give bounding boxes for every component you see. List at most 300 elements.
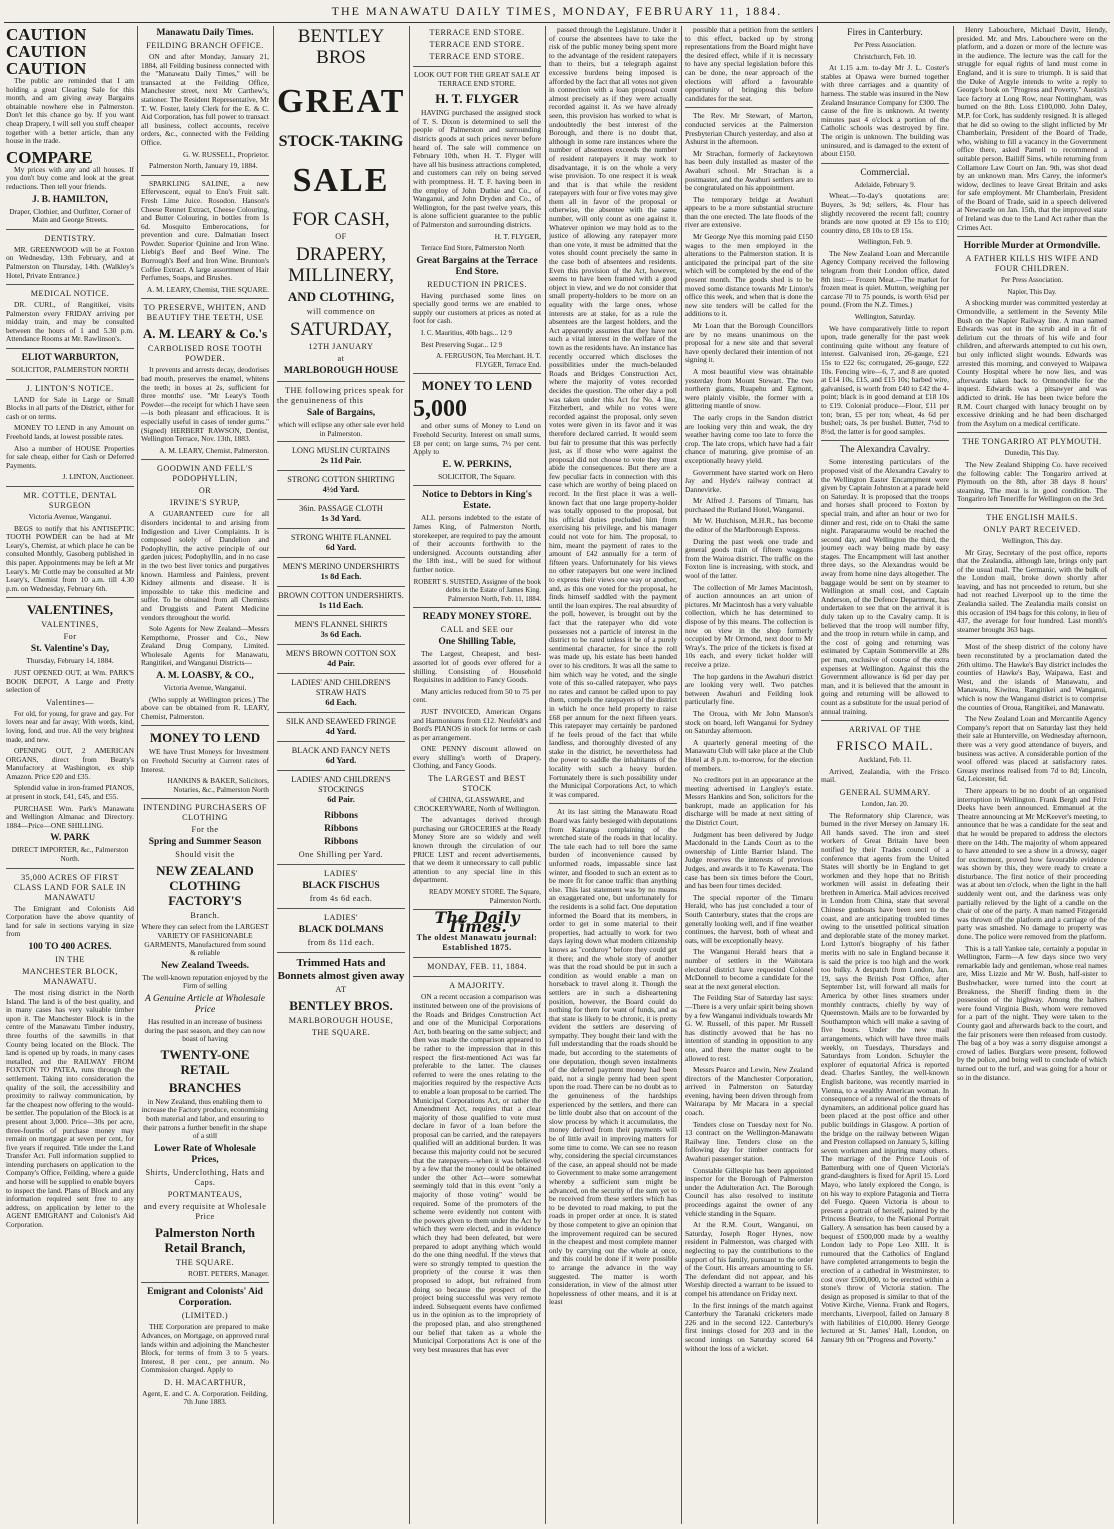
money-signature: HANKINS & BAKER, Solicitors, Notaries, &c., Palmerston North (167, 776, 269, 794)
column-rule (273, 26, 274, 1524)
local-news-2: The Rev. Mr Stewart, of Marton, conducted services at the Palmerston Presbyterian Church yesterday, and also at Ashurst in the afternoon. (685, 111, 813, 147)
invoiced-text: JUST INVOICED, American Organs and Harmoniums from £12. Neufeldt's and Bord's PIANOS in stock for terms or cash as per arrangement. (413, 706, 541, 742)
local-news-4: The temporary bridge at Awahuri appears to be a more substantial structure than the one erected. The late floods of the river are extensive. (685, 194, 813, 230)
fires-heading: Fires in Canterbury. (847, 28, 923, 38)
sale-item-price: 6d Each. (325, 698, 357, 708)
fires-location: Christchurch, Feb. 10. (853, 52, 917, 61)
sale-item (277, 557, 405, 586)
sale-item-name: STRONG COTTON SHIRTING (287, 475, 395, 485)
sale-item-price: 4d Yard. (325, 727, 357, 737)
local-news-12: During the past week one trade and general goods train of fifteen waggons from the Wairoa district. The traffic on the Foxton line is increasing, with stock, and wool of the latter. (685, 536, 813, 581)
local-news-11: Mr W. Hutchison, M.H.R., has become the editor of the Marlborough Express. (685, 516, 813, 535)
genuine-text: Has resulted in an increase of business during the past season, and they can now boast of having (144, 1016, 266, 1044)
dolmans-price: from 8s 11d each. (307, 938, 375, 948)
terrace-2: TERRACE END STORE. (429, 40, 525, 49)
oldest-journal: The oldest Manawatu journal: Established 1875. (416, 933, 538, 953)
irvine-heading: IRVINE'S SYRUP, (169, 498, 241, 508)
divider (277, 381, 405, 382)
at-text: at (337, 354, 345, 363)
divider (6, 379, 134, 380)
sale-heading: SALE (292, 162, 390, 199)
palmerston-branch-heading: Palmerston North Retail Branch, (154, 1224, 255, 1255)
sale-item-price: 4d Pair. (327, 659, 355, 669)
articles-text: Many articles reduced from 50 to 75 per cent. (413, 686, 541, 705)
sale-item (277, 528, 405, 557)
english-mails-sub: ONLY PART RECEIVED. (983, 524, 1081, 534)
wpark-sub: DIRECT IMPORTER, &c., Palmerston North. (11, 845, 129, 864)
flyger-heading: H. T. FLYGER (435, 91, 519, 107)
trimmed-heading: Trimmed Hats and Bonnets almost given away (277, 957, 405, 983)
macarthur-name: D. H. MACARTHUR, (164, 1377, 246, 1387)
teeth-heading: TO PRESERVE, WHITEN, AND BEAUTIFY THE TEETH, USE (143, 303, 267, 323)
sale-item-name: 36in. PASSAGE CLOTH (299, 504, 383, 514)
square-text: THE SQUARE. (175, 1257, 235, 1267)
stock-taking-heading: STOCK-TAKING (278, 133, 404, 150)
sale-item-price: 6d Yard. (325, 543, 357, 553)
commercial-location-2: Wellington, Feb. 9. (858, 238, 912, 247)
largest-text: of CHINA, GLASSWARE, and CROCKERYWARE, North of Wellington. (414, 795, 540, 813)
caution-heading-3: CAUTION (6, 59, 87, 78)
sale-items-list (277, 441, 405, 809)
divider (413, 485, 541, 486)
square-footer: THE SQUARE. (311, 1028, 371, 1038)
murder-sub: A FATHER KILLS HIS WIFE AND FOUR CHILDREN. (965, 254, 1099, 274)
article-text-2: At its last sitting the Manawatu Road Board was fairly besieged with deputations from Kairanga complaining of the wretched state of the roads in that locality. The tale each had to tell bore the same burden of inconvenience caused by unformed roads, impassable since last winter, and flooded to such an extent as to be more fit for canoe traffic than anything else. This last statement was by no means an exaggerated one, but unfortunately for the residents is a solid fact. One deputation informed the Board that its members, in order to get in some material to their properties, had actually to work for two days laying down what modern citizenship knows as "corduroy" before they could get it there; and the whole story of another was that the road should be put in such a condition as would enable a man on horseback to travel along it. Though the settlers are in such a disheartening position, however, the Board could do nothing for them for want of funds, and as that state is likely to be chronic, it is pretty evident the settlers are deserving of sympathy. They bought their land with the full understanding that the roads should be made, but according to the statements of one deputation, though seven instalments of the deferred payment money had been paid, not a single penny had been spent upon the road. There can be no doubt as to the genuineness of the hardships experienced by the settlers, and there can be little doubt also that on account of the slow process by which it accumulates, the money derived from their payments will be of little avail in improving matters for some time to come. We can see no reason why, considering the special circumstances of the case, an appeal should not be made to Government to make some arrangement whereby a sufficient sum might be advanced, on the security of the sum yet to be received from these settlers which has to be devoted to road making, to put the roads in proper order at once. It is stated by those competent to give an opinion that the improvement required can be secured in the cheapest and most complete manner only by carrying out the whole at once, and this could be done if it were possible to arrange the advance in the way suggested. The matter is worth consideration, in view of the almost utter hopelessness of other means, and it is at least (549, 807, 677, 1307)
divider (6, 284, 134, 285)
divider (549, 803, 677, 804)
sale-item-price: 2s 11d Pair. (320, 456, 362, 466)
advantages-text: The advantages derived through purchasing our GROCERIES at the Ready Money Store are so widely and well known through the circulation of our PRICE LIST and recent advertisements, that we deem it unnecessary to call public attention to any special line in this department. (413, 815, 541, 885)
sale-item-name: STRONG WHITE FLANNEL (290, 533, 392, 543)
debtors-heading: Notice to Debtors in King's Estate. (422, 490, 532, 512)
shilling-table-text: The Largest, Cheapest, and best-assorted lot of goods ever offered for a shilling. Consisting of Household Requisites in addition to Fancy Goods. (413, 649, 541, 685)
local-news-19: The special reporter of the Timaru Herald, who has just concluded a tour of South Canterbury, states that the crops are generally looking well, and if fine weather continues, the harvest, both of wheat and oats, will be exceptionally heavy. (685, 892, 813, 945)
tongariro-text: The New Zealand Shipping Co. have received the following cable: The Tongariro arrived at Plymouth on the 8th, after 38 days 8 hours' steaming. The meat is in good condition. The Tongariro left Teneriffe for Wellington on the 3rd. (957, 459, 1107, 504)
limited-text: (LIMITED.) (181, 1311, 229, 1321)
hamilton-name: J. B. HAMILTON, (32, 194, 108, 205)
twenty-heading: TWENTY-ONE RETAIL (160, 1046, 250, 1077)
column-rule (545, 26, 546, 1524)
valentines-for: For (63, 632, 77, 642)
cavalry-text: Some interesting particulars of the proposed visit of the Alexandra Cavalry to the Wellington Easter Encampment were given by Captain Johnston at a parade held on Saturday. It is proposed that the troops and horses shall proceed to Foxton by special train, and after an hour or two for dinner and rest, ride on to Otaki the same night. Paraparaumu would be reached the second day, and Wellington the third, the journey each way being made by easy stages. The Encampment will last another three days, so the Alexandras would be away from home nine days altogether. The baggage would be sent on by steamer to Wellington at small cost, and Captain Anderson, of the Defence Department, has undertaken to see that on the arrival it is duly taken up to the Cavalry camp. It is believed that the troop will number fifty, and the troop in return while in camp, and the cost of going and returning was estimated by Captain Sommerville at 28s per man, exclusive of course of the extra expenses at Wellington. Against this the Government allowance is 6d per day per man, and it is believed that the amount in going and returning will be allowed to count as a substitute for the usual period of annual training. (821, 457, 949, 716)
emigrant-heading: Emigrant and Colonists' Aid Corporation. (147, 1287, 263, 1309)
branches-text: in New Zealand, thus enabling them to increase the Factory produce, economising both material and labor, and ensuring to their patrons a further benefit in the shape of a still (141, 1096, 269, 1141)
column-rule (953, 26, 954, 1524)
english-mails-heading: THE ENGLISH MAILS. (986, 512, 1078, 522)
acres-text-2: The most rising district in the North Island. The land is of the best quality, and in many cases has very valuable timber upon it. The Manchester Block is in the centre of the Manawatu Timber industry, three fourths of the sawmills in that County being located on the Block. The land is opened up by roads, in many cases metalled, and the RAILWAY FROM FOXTON TO PATEA, runs through the settlement. Taking into consideration the quality of the soil, the accessibility and proximity to railway communication, by far the cheapest now offering to the would-be settler. The population of the Block is at present about 3,000. Price—30s per acre, three-fourths of purchase money may remain on mortgage at seven per cent, for five years if required. Title under the Land Transfer Act. Full information supplied to intending purchasers on application to the Company's Office, Feilding, where a guide and horse will be supplied to enable buyers to inspect the land. Plans of Block and any information required sent free to any address, on application by letter to the AGENT EMIGRANT and Colonist's Aid Corporation. (6, 988, 134, 1230)
murder-per-press: Per Press Association. (1000, 276, 1064, 285)
money-lend-text: and other sums of Money to Lend on Freehold Security. Interest on small sums, £8 per cent; on large sums, 7½ per cent. Apply to (413, 421, 541, 457)
commercial-heading: Commercial. (860, 167, 910, 178)
feilding-heading: FEILDING BRANCH OFFICE. (146, 41, 264, 50)
divider (141, 1282, 269, 1283)
dentistry-heading: DENTISTRY. (44, 233, 96, 243)
divider (957, 638, 1107, 639)
sale-item (277, 470, 405, 499)
local-news-10: Mr Alfred J. Parsons of Timaru, has purchased the Rutland Hotel, Wanganui. (685, 496, 813, 514)
bentley-heading: BENTLEY BROS (297, 26, 385, 68)
warburton-name: ELIOT WARBURTON, (21, 353, 119, 364)
column-7 (821, 26, 949, 1524)
terrace-3: TERRACE END STORE. (429, 52, 525, 61)
valentines-sub: VALENTINES, (41, 620, 99, 630)
for-the: For the (191, 825, 219, 835)
general-location: London, Jan. 20. (861, 799, 909, 808)
nz-clothing-heading: NEW ZEALAND CLOTHING FACTORY'S (156, 863, 254, 909)
money-to-lend-heading: MONEY TO LEND (421, 378, 533, 394)
warburton-sub: SOLICITOR, PALMERSTON NORTH (11, 365, 129, 375)
sale-item (277, 741, 405, 770)
divider (141, 798, 269, 799)
linton-signature: J. LINTON, Auctioneer. (62, 472, 134, 482)
local-news-9: Government have started work on Hero Jay and Hyde's railway contract at Dannevirke. (685, 467, 813, 494)
divider (6, 348, 134, 349)
tweeds-text: The well-known reputation enjoyed by the Firm of selling (142, 972, 268, 991)
reduction-heading: REDUCTION IN PRICES. (427, 279, 527, 289)
local-news-24: Constable Gillespie has been appointed inspector for the Borough of Palmerston under the Adulteration Act. The Borough Council has also resolved to institute proceedings against the owner of any vehicle standing in the Square. (685, 1165, 813, 1218)
cottle-sub: Victoria Avenue, Wanganui. (28, 512, 112, 521)
local-news-26: In the first innings of the match against Canterbury the Taranaki cricketers made 226 and in the second 122. Canterbury's first innings closed for 203 and in the second innings on Saturday scored 64 without the loss of a wicket. (685, 1300, 813, 1353)
news-item-3: The New Zealand Loan and Mercantile Agency Company's report that on Saturday last they held their sale at Hunterville, on Wednesday afternoon, there was a very good attendance of buyers, and business was active. A considerable portion of the wool offered was placed at satisfactory rates. Greasy merinos realised from 7d to 8d; Lincoln, 6d, Leicester, 6d. (957, 714, 1107, 784)
branch-text: Where they can select from the LARGEST VARIETY OF FASHIONABLE GARMENTS, Manufactured from sound & reliable (141, 922, 269, 958)
compare-heading: COMPARE (6, 147, 93, 167)
ribbons-1: Ribbons (324, 811, 358, 822)
divider (413, 957, 541, 958)
general-heading: GENERAL SUMMARY. (839, 787, 931, 797)
sale-item (277, 644, 405, 673)
caution-heading-1: CAUTION (6, 26, 87, 44)
frisco-text: Arrived, Zealandia, with the Frisco mail. (821, 766, 949, 785)
linton-text-3: Also a number of HOUSE Properties for sale cheap, either for Cash or Deferred Payments. (6, 443, 134, 470)
leary-sub: CARBOLISED ROSE TOOTH POWDER. (147, 344, 263, 364)
divider (141, 175, 269, 176)
linton-text-2: MONEY TO LEND in any Amount on Freehold lands, at lowest possible rates. (6, 423, 134, 442)
local-news-21: The Feilding Star of Saturday last says:—There is a very unfair spirit being shown by a few Wanganui individuals towards Mr G. W. Russell, of this paper. Mr Russell has distinctly avowed that he has no intention of standing in opposition to any one, and there the matter ought to be allowed to rest. (685, 993, 813, 1063)
terrace-bargains: Great Bargains at the Terrace End Store. (416, 255, 538, 277)
local-news-18: Judgment has been delivered by Judge Macdonald in the Lands Court as to the ownership of Little Barrier Island. The Judge reserves the interests of previous Judges, and awards it to Te Kawenata. The case has been six times before the Court, and has been four times decided. (685, 829, 813, 891)
majority-text: ON a recent occasion a comparison was instituted between one of the provisions of the Roads and Bridges Construction Act and one of the Municipal Corporations Act, both bearing on the same subject; and then was made the comparison appeared to be rather to the impression that in this respect the first-mentioned Act was far preferable to the latter. The clauses referred to were the ones relating to the majorities required by the respective Acts to enable a loan proposal to be carried. The Municipal Corporations Act, or rather the Amendment Act, requires that a clear majority of those qualified to vote must declare in favor of a loan before the proposal can be carried, and the ratepayers qualified will an additional burden. It was because this majority could not be secured that the ratepayers—when it was believed by a few that the money could be obtained under the other Act—were somewhat seemingly told that in this event "only a majority of those voting" would be required. Some of the promoters of the scheme were evidently not content with the powers given to them under the Act by which they were elected, and in evidence which they had been defeated, but were prepared to adopt anything which would do the one thing needful. If the views that were so strongly tempted to question the propriety of the course it was then proposed to adopt, but refrained from doing so because the prospect of the project being successful was very remote indeed. Subsequent events have confirmed us in the opinion as to the impropriety of the proposed plan, and also strengthened our belief that taken as a whole the Municipal Corporations Act is one of the very best measures that has ever (413, 992, 541, 1354)
peters-signature: ROBT. PETERS, Manager. (188, 1268, 269, 1278)
divider (6, 486, 134, 487)
at-2: AT (335, 985, 347, 995)
intending-heading: INTENDING PURCHASERS OF CLOTHING (143, 803, 267, 823)
divider (141, 725, 269, 726)
column-6 (685, 26, 813, 1524)
column-rule (409, 26, 410, 1524)
local-news-6: Mr Loan that the Borough Councillors are by no means unanimous on the proposal for a new site and that several have openly declared their intention of not signing it. (685, 321, 813, 365)
murder-location: Napier, This Day. (1007, 287, 1057, 296)
loasby-text: (Who supply at Wellington prices.) The above can be obtained from R. LEARY, Chemist, Palmerston. (141, 694, 269, 721)
following-text: THE following prices speak for the genuineness of this (277, 386, 404, 405)
local-news-16: A quarterly general meeting of the Manawatu Club will take place at the Club Hotel at 8 p.m. to-morrow, for the election of members. (685, 737, 813, 773)
tongariro-location: Dunedin, This Day. (1004, 449, 1060, 458)
shirts-text: Shirts, Underclothing, Hats and Caps. (145, 1167, 265, 1187)
murder-text: A shocking murder was committed yesterday at Ormondville, a settlement in the Seventy Mile Bush on the Napier Railway line. A man named Edwards was out in the scrub and in a fit of delirium cut the throats of his wife and four children, and afterwards attempted to cut his own, but only inflicted slight wounds. Edwards was arrested this morning, and conveyed to Waipawa County Hospital where he now lies, and was afterwards taken back to Ormondville for the inquest. Edwards was a pitsawyer and was addicted to drink. He has been twice before the R.M. Court charged with lunacy brought on by excessive drinking and he had been discharged from the Asylum on a medical certificate. (957, 298, 1107, 428)
tongariro-heading: THE TONGARIRO AT PLYMOUTH. (962, 437, 1102, 447)
sale-item-name: MEN'S FLANNEL SHIRTS (294, 620, 388, 630)
wpark-name: W. PARK (50, 833, 90, 844)
column-8 (957, 26, 1107, 1524)
sale-item-price: 3s 6d Each. (320, 630, 362, 640)
sale-item (277, 615, 405, 644)
branches-heading: BRANCHES (168, 1079, 242, 1095)
perkins-name: E. W. PERKINS, (442, 459, 512, 470)
column-4 (413, 26, 541, 1524)
article-text-1: passed through the Legislature. Under it of course the absentees have to take the risk of the public money being spent more to the advantage of the resident ratepayers than to theirs, but a telegraph against excessive burdens being imposed is afforded by the fact that all votes not given in connection with a loan proposal count almost precisely as if they were actually recorded against it. As we have already seen, this provision has worked to what is undoubtedly the best interest of the Borough, and there is no doubt that, although in some rare instances where the number of absentees exceeds the number of resident ratepayers it may work to disadvantage, it is on the whole a very wise provision. To one respect it is weak and that is that while the resident ratepayers with four or five votes may give them all in favor of the proposal or otherwise, the absentee with the same number, will only count as one against it. Whatever opinion we may hold as to the justice of allowing any ratepayer more than one vote, it must be admitted that the votes should count precisely the same in the case both of absentees and residents. Even this provision of the Act, however, seems to have been framed with a good object in view, and we do not consider that small property-holders to be more on an equality with the large ones, whose interests are at stake, for as a rule the absentees are the largest holders, and the Act apparently assumes that they have not such a vital interest in the welfare of the town as the residents have. An instance has recently occurred which discloses the possibilities under the much-belauded Roads and Bridges Construction Act, where the majority of votes recorded decides the question. The other day a poll was taken under this Act for No. 4 line, Fitzherbert, and while no votes were recorded against the proposal, only seven votes were given in its favor and it was therefore declared carried. It would seem but fair to presume that this was perfectly just, as if those who were against the proposal did not choose to vote they must abide the consequences. But there are a few peculiar facts in connection with this case which are worthy of being placed on record. In the first place it was a well-known fact that one large property-holder was totally opposed to the proposal, but his official duties precluded him from exercising his privilege, and his manager could not vote for him. The proposal, to him, meant the payment of rates to the amount of £42 annually for a term of fifteen years. Unfortunately for his views no other ratepayers but one were inclined to express their views one way or another, and, as this one voted for the proposal, he finds himself saddled with the payment until the loan expires. The real absurdity of the poll, however, is brought out by the fact that the ratepayer who did vote possesses not a particle of interest in the district to be rated unless it be of a purely sentimental character, for since the roll was made up, his estate has been handed over to his creditors. It was all the same to him which way he voted, and the single vote of this so-called ratepayer, who pays no rates and cannot be called upon to pay them, compels the ratepayers of the district in which he once held property to raise £68 per annum for the next fifteen years. This ratepayer may certainly be pardoned if he feels proud of the fact that while landless, and thoroughly divested of any stake in the district, he nevertheless had the power to saddle the inhabitants of the locality with such a heavy burden. Fortunately there is such possibility under the Municipal Corporations Act, to which it was compared. (549, 26, 677, 799)
bargains-heading: Sale of Bargains, (306, 408, 376, 418)
local-news-1: possible that a petition from the settlers to this effect, backed up by strong representations from the Board might have the desired effect, while if it is necessary to have any special legislation before this can be done, the near approach of the elections will afford a favourable opportunity of bringing this before candidates for the seat. (685, 26, 813, 103)
frisco-location: Auckland, Feb. 11. (858, 756, 912, 765)
divider (413, 373, 541, 374)
sale-item-price: 1s 8d Each. (320, 572, 362, 582)
issue-date: MONDAY, FEB. 11, 1884. (427, 962, 527, 972)
visit-text: Should visit the (175, 850, 235, 860)
cavalry-heading: The Alexandra Cavalry. (839, 445, 931, 456)
acres-in: IN THE (55, 955, 85, 964)
ladies-1: LADIES' (323, 869, 359, 879)
debtors-signature: ROBERT S. SUISTED, Assignee of the book debts in the Estate of James King. Palmerston North, Feb. 11, 1884. (413, 577, 541, 603)
divider (277, 952, 405, 953)
english-text: Mr Gray, Secretary of the post office, reports that the Zealandia, although late, brings only part of the usual mail. The Germanic, with the bulk of the London mail, broke down shortly after leaving, and has not proceeded to return, but she had not reached Liverpool up to the time the Zealandia sailed. The Zealandia mails consist on this occasion of 194 bags for this colony, in lieu of 437, the average for four hundred. Last month's steamer brought 363 bags. (957, 547, 1107, 634)
acres-block: MANCHESTER BLOCK, MANAWATU. (22, 967, 118, 986)
feilding-text: ON and after Monday, January 21, 1884, all Feilding business connected with the "Manawatu Daily Times," will be transacted at the Feilding Office, Manchester street, next Mr Carthew's, stationer. The Resident Representative, Mr T. W. Foster, lately Clerk for the E. & C. Aid Corporation, has full power to transact all business, collect accounts, receive orders, &c., connected with the Feilding Office. (141, 52, 269, 147)
flyger-text: HAVING purchased the assigned stock of T. S. Dixon is determined to sell the people of Palmerston and surrounding districts goods at such prices never before heard of. The sale will commence on February 10th, when H. T. Flyger will have all his business attractions completed, and customers can rely on being served with promptness. H. T. F. having been in the employ of John Duthie and Co., of Wanganui, and John Dryden and Co., of Wellington, for the past twelve years, this is alone sufficient guarantee to the public of Palmerston and surrounding districts. (413, 108, 541, 229)
commence-text: will commence on (306, 307, 376, 316)
sale-item (277, 586, 405, 615)
dolmans-heading: BLACK DOLMANS (298, 925, 384, 936)
terrace-1: TERRACE END STORE. (429, 28, 525, 37)
great-heading: GREAT (277, 83, 405, 120)
price-line-2: Best Preserving Sugar... 12 9 (421, 340, 503, 349)
leary-heading: A. M. LEARY & Co.'s (142, 326, 268, 342)
fischus-price: from 4s 6d each. (309, 894, 373, 904)
majority-heading: A MAJORITY. (449, 981, 505, 991)
leary-text: It prevents and arrests decay, deodorises bad mouth, preserves the enamel, whitens the teeth; in boxes at 2s, sufficient for three months' use. "Mr Leary's Tooth Powder—the receipt for which I have seen—is both pleasant and efficacious. It is especially useful in cases of tender gums." (Signed) HERBERT RAWSON, Dentist, Wellington Terrace, Nov. 13th, 1883. (141, 365, 269, 444)
shilling-text: One Shilling per Yard. (298, 850, 384, 860)
flyger-signature: H. T. FLYGER, (494, 231, 541, 241)
local-news-3: Mr Strachan, formerly of Jackeytown has been duly installed as master of the Awahuri school. Mr Strachan is a postmaster, and the Awahuri settlers are to be congratulated on his appointment. (685, 148, 813, 193)
divider (277, 908, 405, 909)
acres-text: The Emigrant and Colonists Aid Corporation have the above quantity of land for sale in sections varying in size from (6, 903, 134, 939)
medical-text: DR. CURL, of Rangitikei, visits Palmerston every FRIDAY arriving per midday train, and may be consulted between the hours of 1 and 5.30 p.m. Attendance Rooms at Mr. Rawlinson's. (6, 300, 134, 344)
genuine-heading: A Genuine Article at Wholesale Price (145, 993, 265, 1015)
commercial-text-2: The New Zealand Loan and Mercantile Agency Company received the following telegram from their London office, dated 8th inst:— Frozen Meat.—The market for frozen meat is quiet. Mutton, weighing per carcase 70 to 75 pounds, is worth 6¼d per pound. (From the N.Z. Times.) (821, 248, 949, 310)
local-news-23: Tenders close on Tuesday next for No. 13 contract on the Wellington-Manawatu Railway line. Tenders close on the following day for timber contracts for Awahuri passenger station. (685, 1119, 813, 1164)
tweeds-heading: New Zealand Tweeds. (160, 960, 250, 971)
sale-item-name: BLACK AND FANCY NETS (291, 746, 391, 756)
english-location: Wellington, This day. (1002, 536, 1062, 545)
sale-item-price: 1s 3d Yard. (321, 514, 361, 524)
sale-item (277, 770, 405, 809)
medical-heading: MEDICAL NOTICE. (30, 289, 110, 299)
callsee-text: CALL and SEE our (440, 625, 514, 635)
irvine-text: A GUARANTEED cure for all disorders incidental to and arising from Indigestion and Liver Complaints. It is composed solely of Dandelion and Podophyllin, the active principle of our garden juices; Podophyllin, and in no case in the two best liver tonics and purgatives known. Harmless and Painless, prevent Kidney ailments and disease. It is impossible to take this medicine and suffer. To be obtained from all Chemists and Druggists and Patent Medicine vendors throughout the world. (141, 509, 269, 622)
sale-item-price: 1s 11d Each. (318, 601, 364, 611)
sale-item-price: 6d Pair. (327, 795, 355, 805)
linton-text-1: LAND for Sale in Large or Small Blocks in all parts of the District, either for cash or on terms. (6, 394, 134, 421)
mdt-heading: Manawatu Daily Times. (156, 28, 254, 38)
daily-times-title: The Daily Times. (434, 908, 520, 936)
divider (957, 432, 1107, 433)
reduction-text: Having purchased some lines on specially good terms we are enabled to supply our customers at prices as noted at foot for cash. (413, 290, 541, 326)
money-heading: MONEY TO LEND (149, 730, 261, 746)
column-1 (6, 26, 134, 1524)
divider (821, 440, 949, 441)
leary-signature: A. M. LEARY, Chemist, Palmerston. (159, 445, 269, 455)
marlborough-heading: MARLBOROUGH HOUSE (283, 366, 399, 376)
divider (277, 864, 405, 865)
local-news-22: Messrs Pearce and Lewin, New Zealand directors of the Manchester Corporation, arrived in Palmerston on Saturday evening, having been driven through from Wairarapa by Mr Macara in a special coach. (685, 1065, 813, 1118)
fires-per-press: Per Press Association. (853, 41, 917, 49)
fires-text: At 1.15 a.m. to-day Mr J. L. Coster's stables at Opawa were burned together with three carriages and a quantity of harness. The stable was insured in the New Zealand Insurance Company for £300. The cause of the fire is unknown. At twenty minutes past 4 o'clock a portion of the Catholic schools was destroyed by fire. The origin is unknown. The building was uninsured, and is damaged to the extent of about £150. (821, 63, 949, 159)
dentistry-text: MR. GREENWOOD will be at Foxton on Wednesday, 13th February, and at Palmerston on Thursday, 14th. (Walkley's Hotel, Private Entrance.) (6, 244, 134, 280)
of-text: OF (335, 232, 347, 241)
divider (957, 508, 1107, 509)
requisite-text: and every requisite at Wholesale Price (143, 1201, 267, 1221)
pianos-text: Splendid value in iron-framed PIANOS, at present in stock, £41, £45, and £55. (6, 783, 134, 802)
divider (821, 720, 949, 721)
divider (413, 976, 541, 977)
divider (413, 607, 541, 608)
ready-money-heading: READY MONEY STORE. (422, 612, 532, 623)
caution-text: The public are reminded that I am holding a great Clearing Sale for this month, and am giving away Bargains obtainable nowhere else in Palmerston. Don't let this chance go by. If you want cheap Drapery, I will sell you stuff cheaper together with a better article, than any house in the trade. (6, 76, 134, 146)
st-valentines-date: Thursday, February 14, 1884. (26, 656, 114, 666)
murder-heading: Horrible Murder at Ormondville. (963, 241, 1101, 252)
saturday-heading: SATURDAY, (290, 319, 392, 340)
local-news-17: No creditors put in an appearance at the meeting advertised in Langley's estate. Messrs Hankins and Son, solicitors for the bankrupt, made an application for his discharge will be made at next sitting of the District Court. (685, 775, 813, 828)
summary-continued: Henry Labouchere, Michael Davitt, Hendy, presided. Mr. and Mrs. Labouchere were on the platform, and a dozen or more of the lecture was in the audience. The lecture was the call for the struggle for equal rights of land must come in England, and it is sure to triumph. It is said that the Duke of Argyle intends to write a reply to George's book on "Progress and Poverty." Austin's lace factory at Long Row, near Nottingham, was burned on the 8th. Loss £100,000. John Daley, M.P. for Cork, has suddenly resigned. It is alleged that he did so owing to the slight inflicted by Mr Chamberlain, President of the Board of Trade, who, wishing to fill a vacancy in the Government office there, asked Parnell to recommend a suitable person. Bailiff Sims, while returning from Collamore Law Court on Jan. 9th, was shot dead by an unknown man. Mrs Carey, the informer's widow, declines to leave Great Britain and asks for safe employment. Mr Chamberlain, President of the Board of Trade, said in a speech delivered at Newcastle on Jan. 15th, that the improved state of Ireland was due to the Land Act rather than the Crimes Act. (957, 26, 1107, 232)
macarthur-sub: Agent, E. and C. A. Corporation. Feilding, 7th June 1883. (142, 1388, 268, 1407)
sale-item-price: 4½d Yard. (322, 485, 360, 495)
local-news-5: Mr George Nye this morning paid £150 wages to the men employed in the alterations to the Palmerston station. It is anticipated the principal part of the site which will be completed by the end of the present month. The goods shed is to be moved some distance towards Mr Linton's office this week, and when that is done the new site tenders will be called for the additions to it. (685, 232, 813, 319)
money-text: WE have Trust Moneys for Investment on Freehold Security at Current rates of Interest. (141, 747, 269, 774)
column-3 (277, 26, 405, 1524)
sale-item (277, 499, 405, 528)
loasby-heading: A. M. LOASBY, & CO., (156, 671, 254, 682)
valentines-heading: VALENTINES, (26, 602, 114, 618)
branch-heading: Branch. (190, 911, 220, 921)
flyger-signature-2: Terrace End Store, Palmerston North (421, 244, 525, 253)
frisco-arrival: ARRIVAL OF THE (848, 725, 922, 735)
column-rule (681, 26, 682, 1524)
park-valentines: Valentines— (46, 697, 94, 707)
divider (6, 597, 134, 598)
sale-item-name: BROWN COTTON UNDERSHIRTS. (278, 591, 404, 601)
ladies-2: LADIES' (323, 913, 359, 923)
hamilton-text: Draper, Clothier, and Outfitter, Corner of Main and George Streets. (9, 206, 131, 225)
season-heading: Spring and Summer Season (148, 837, 262, 848)
ferguson-signature: A. FERGUSON, Tea Merchant. H. T. FLYGER, Terrace End. (436, 352, 541, 369)
sale-item (277, 673, 405, 712)
debtors-text: ALL persons indebted to the estate of James King, of Palmerston North, storekeeper, are required to pay the amount of their accounts forthwith to the undersigned. Accounts outstanding after the 18th inst., will be sued for without further notice. (413, 513, 541, 574)
local-news-7: A most beautiful view was obtainable yesterday from Mount Stewart. The two northern giants, Ruapehu and Egmont, were plainly visible, the former with a glittering mantle of snow. (685, 366, 813, 411)
feilding-date: Palmerston North, January 19, 1884. (149, 161, 258, 171)
millinery-heading: MILLINERY, (288, 265, 394, 286)
clothing-heading: AND CLOTHING, (287, 289, 395, 304)
acres-range: 100 TO 400 ACRES. (28, 942, 112, 952)
divider (685, 107, 813, 108)
sale-item-name: MEN'S BROWN COTTON SOX (285, 649, 397, 659)
cottle-text: BEGS to notify that his ANTISEPTIC TOOTH POWDER can be had at Mr Leary's, Chemist, at which place he can be consulted Monthly, Gasoberg published in this paper. Appointments may be left at Mr Leary's. Mr Cottle may be consulted at Mr Leary's, Chemist from 10 a.m. till 4.30 p.m. on Wednesday, February 6th. (6, 523, 134, 593)
or-text: OR (198, 486, 212, 496)
local-news-13: The collection of Mr James Macintosh, of auction announces an art union of pictures. Mr Macintosh has a very valuable collection, which he has determined to dispose of by this means. The collection is now on view in the shop formerly occupied by Mr Ormond, next door to Mr Wray's. The price of the tickets is fixed at 10s each, and every ticket holder will receive a prize. (685, 582, 813, 669)
penny-text: ONE PENNY discount allowed on every shilling's worth of Drapery, Clothing, and Fancy Goods. (413, 744, 541, 771)
column-rule (137, 26, 138, 1524)
organs-text: OPENING OUT, 2 AMERICAN ORGANS, direct from Beatty's Manufactory at Washington, ex ship Amazon. Price £20 and £35. (6, 746, 134, 781)
local-news-25: At the R.M. Court, Wanganui, on Saturday, Joseph Roger Hynes, now resident in Palmerston, was charged with neglecting to pay the contributions to the support of his family, pursuant to the order of the Court. His arrears amounting to £6. The defendant did not appear, and his Worship directed a warrant to be issued to compel his attendance on Friday next. (685, 1220, 813, 1298)
masthead: THE MANAWATU DAILY TIMES, MONDAY, FEBRUARY 11, 1884. (331, 4, 783, 18)
commercial-location-3: Wellington, Saturday. (854, 313, 916, 322)
perkins-sub: SOLICITOR, The Square. (438, 471, 516, 481)
divider (141, 298, 269, 299)
masthead-rule (4, 22, 1110, 23)
divider (957, 236, 1107, 237)
column-5 (549, 26, 677, 1524)
loasby-sub: Victoria Avenue, Wanganui. (163, 683, 247, 693)
st-valentines-day: St. Valentine's Day, (30, 644, 110, 655)
sale-item-name: SILK AND SEAWEED FRINGE (286, 717, 396, 727)
local-news-20: The Wanganui Herald hears that a number of settlers in the Waitotara electoral district have requested Colonel McDonnell to become a candidate for the seat at the next general election. (685, 947, 813, 991)
compare-text: My prices with any and all houses. If you don't buy come and look at the great reductions. Then tell your friends. (6, 164, 134, 191)
divider (821, 163, 949, 164)
divider (413, 66, 541, 67)
news-item-5: This is a tall Yankee tale, certainly a popular in Wellington, Farm—A few days since two very remarkable lady and gentleman, whose real names are, Miss Lizzie and Mr W. Bush, half-sister to Bushwhacker, were turned into the court at Breakness, the Sheriff finding them in the possession of the highway. Among the halters were found Virginia Bush, whom were removed for a part of the night. They were taken to the County gaol and afterwards back to the court, and the fair prisoners were then released from custody. The bag of a boy was a sorry disguise amongst a crowd of ladies. Burglars were present, followed by the police, and being well to conclude of which turned out to the turf, and was going for a hour or so in the distance. (957, 943, 1107, 1082)
local-news-15: The Oroua, with Mr John Manson's stock on board, left Wanganui for Sydney on Saturday afternoon. (685, 708, 813, 736)
almanac-text: PURCHASE Wm. Park's Manawatu and Wellington Almanac and Directory. 1884—Price—ONE SHILLING. (6, 803, 134, 830)
park-text: JUST OPENED OUT, at Wm. PARK'S BOOK DEPOT, A Large and Pretty selection of (6, 667, 134, 695)
price-line-1: I. C. Mauritius, 40lb bags... 12 9 (421, 329, 512, 338)
fischus-heading: BLACK FISCHUS (302, 881, 380, 892)
emigrant-text: THE Corporation are prepared to make Advances, on Mortgage, on approved rural lands within and adjoining the Manchester Block, for terms of from 3 to 5 years. Interest, 8 per cent., per annum. No Commission charged. Apply to (141, 1322, 269, 1375)
bentley-footer: BENTLEY BROS. (289, 998, 393, 1014)
cash-heading: FOR CASH, (292, 209, 390, 230)
jan12-text: 12TH JANUARY (308, 342, 374, 351)
sale-item-name: LADIES' AND CHILDREN'S STOCKINGS (291, 775, 391, 795)
divider (6, 229, 134, 230)
divider (141, 459, 269, 460)
commercial-location: Adelaide, February 9. (854, 180, 916, 189)
marlborough-footer: MARLBOROUGH HOUSE, (288, 1016, 394, 1026)
frisco-heading: FRISCO MAIL. (836, 738, 934, 754)
ribbons-3: Ribbons (324, 837, 358, 848)
general-text: The Reformatory ship Clarence, was burned in the river Mersey on January 16. All hands saved. The iron and steel workers of Great Britain have been notified by their Trades council of a conference that agents from the United States will shortly be in England to get workmen and they hope that no British workmen will assist in defeating their brethren in America. Mail advices received in London from China, state that several Chinese gunboats have been sent to the coast, and are anticipating troubled times owing to the unsettled political situation and deplorable state of the money market. Lord Lytton's biography of his father merits with no sale in England because it is said the price is too high and the work too bulky. A despatch from London, Jan. 19, says the British Post Office, after September 1st, will forward all mails for America by other lines steamers under monthly contracts, chiefly by way of Queenstown. Mails are to be forwarded by Southampton which will make a saving of five hours. Under the new mail arrangements, which will have three mails weekly, on Tuesdays, Thursdays and Saturdays from London. Schuyler the explorer of equatorial Africa is reported dead. Charles Santley, the well-known English baritone, was recently married in Vienna, to a wealthy American woman. In consequence of a renewal of the threats of dynamiters, an additional police guard has been placed at the post office and other public buildings in Glasgow. A portion of the bridge on the railway between Wigan and Preston collapsed on January 5, killing seven workmen and injuring many others. The marriage of the Prince Louis of Battenburg with one of Queen Victoria's grand-daughters is fixed for April 15. Lord Mayo, who lately explored the Congo, is on his way to explore Patagonia and Tierra del Fuego. Queen Victoria is about to present a portrait of herself, painted by the Princess Beatrice, to the National Portrait Gallery. A sensation has been caused by a bequest of £500,000 made by a wealthy London lady to Pope Leo XIII. It is rumoured that the Catholics of England have completed arrangements to begin the erection of a cathedral in Westminster, to cost over £500,000, to be erected within a stone's throw of Victoria station. The design as proposed is similar to that of the Votive Kirche, Vienna. Frank and Rogers, merchants, Liverpool, failed on January 8 with liabilities of £10,000. Henry George lectured at St. James' Hall, London, on January 9th on "Progress and Poverty." (821, 810, 949, 1344)
news-item-4: There appears to be no doubt of an organised interruption in Wellington. Frank Bergh and Fritz Deeks have been announced. Emmanuel at the Theatre announcing at Mr McKeever's meeting, to announce that he was a candidate for the seat and that he would be prepared to address the electors there on the 14th. The majority of whom appeared to have attended to see a show in a drowsy, eager for excitement, proved how favourable evidence was shown by this, they were ready to create a disturbance. The first notice of their proceeding was at about ten o'clock, when the light in the hall suddenly went out, and the darkness was only partially relieved by the light of a candle on the chair of one of the party. A man named Fitzgerald was thrown off the platform and a carriage of the party was smashed. No damage to property was done. The police were removed from the platform. (957, 785, 1107, 942)
agents-text: Sole Agents for New Zealand—Messrs Kempthorne, Prosser and Co., New Zealand Drug Company, Limited. Wholesale Agents for Manawatu, Rangitikei, and Wanganui Districts— (141, 624, 269, 668)
column-2 (141, 26, 269, 1524)
local-news-14: The hop gardens in the Awahuri district are looking very well. Two patches between Awahuri and Feilding look particularly fine. (685, 671, 813, 707)
sale-item-name: LADIES' AND CHILDREN'S STRAW HATS (291, 678, 391, 698)
drapery-heading: DRAPERY, (296, 244, 386, 265)
eclipse-text: which will eclipse any other sale ever held in Palmerston. (278, 420, 404, 438)
park-verse: For old, for young, for grave and gay. For lovers near and far away; With words, kind, loving, fond, and true. All the very brightest made, and new. (6, 709, 134, 744)
largest-heading: The LARGEST and BEST STOCK (428, 774, 526, 794)
commercial-text-3: We have comparatively little to report upon, trade generally for the past week continuing quite without any feature of interest. Galvanised iron, 26-gauge, £21 15s to £22 6s; corrugated, 26-gauge, £22 10s. Fencing wire—6, 7, and 8 are quoted at £14 10s, £15, and £15 10s; barbed wire, galvanised, is worth from £40 to £42 the 4-point; black is in good demand at £18 10s to £19. Colonial produce—Flour, £11 per ton; bran, £5 per ton; wheat, 4s 6d per bushel; oats, 3s per bushel. Butter, 7½d to 8½d, the latter is for good samples. (821, 323, 949, 436)
portmanteaus-text: PORTMANTEAUS, (167, 1189, 243, 1199)
goodwin-heading: GOODWIN AND FELL'S PODOPHYLLIN, (157, 464, 253, 484)
sale-item-name: LONG MUSLIN CURTAINS (291, 446, 390, 456)
news-item-2: Most of the sheep district of the colony have been reconstituted by a proclamation dated the 26th ultimo. The Hawke's Bay district includes the counties of Hawke's Bay, Waipawa, East and West, and the islands of Manawatu, and Manawatu, Kiwitea, Rangitikei and Wanganui, which is now the Wanganui district is to comprise the counties of Oroua, Rangitikei, and Manawatu. (957, 642, 1107, 712)
saline-text: SPARKLING SALINE, a new Effervescent, equal to Eno's Fruit salt. Fresh Lime Juice. Rosodon. Hanson's Cheese Rennet Extract, Cheese Colouring, and Butter Colouring, in bottles from 1s 6d. Mosquito Emberocations, for prevention and cure. Dalmatian Insect Powder. Superior Quinine and Iron Wine. Liebig's Beef and Beef Wine. The Burrough's Beef and Iron Wine. Brunton's Coffee Extract. A large assortment of Hair Perfumes, Soaps, and Brushes. (141, 178, 269, 283)
cottle-heading: MR. COTTLE, DENTAL SURGEON (23, 491, 117, 510)
lower-heading: Lower Rate of Wholesale Prices, (154, 1143, 256, 1165)
sale-item (277, 441, 405, 470)
lookout-text: LOOK OUT FOR THE GREAT SALE AT TERRACE END STORE. (413, 70, 541, 88)
linton-heading: J. LINTON'S NOTICE. (26, 383, 114, 393)
money-amount: 5,000 (413, 396, 467, 423)
acres-heading: 35,000 ACRES OF FIRST CLASS LAND FOR SALE IN MANAWATU (13, 872, 127, 902)
sale-item-price: 6d Yard. (325, 756, 357, 766)
sale-item (277, 712, 405, 741)
